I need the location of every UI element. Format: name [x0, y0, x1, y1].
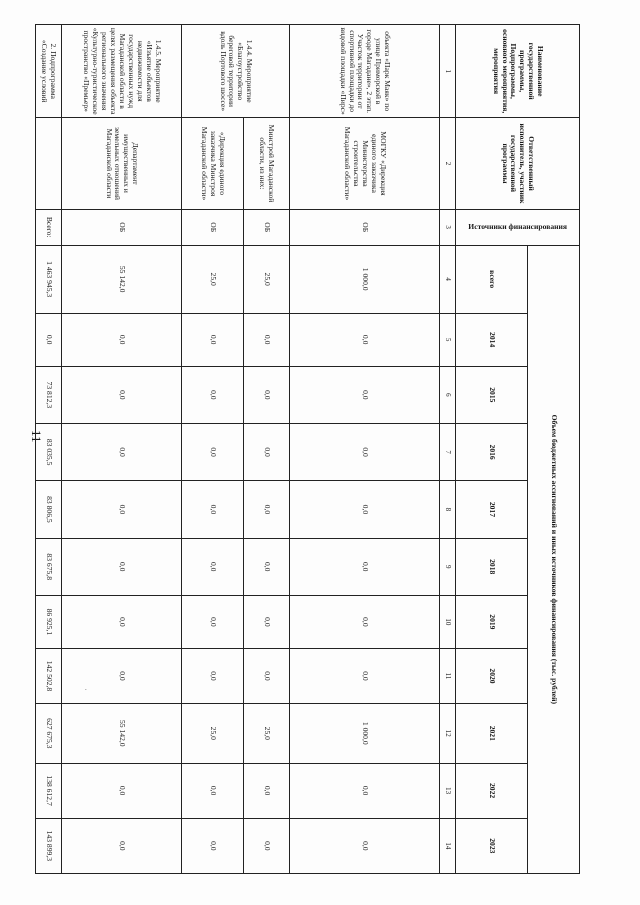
header-funding: Объем бюджетных ассигнований и иных источников финансирования (тыс. рублей) [528, 245, 580, 873]
row-value-2014: 0,0 [290, 313, 440, 366]
column-index: 6 [440, 366, 456, 423]
row-value-2018: 0,0 [244, 538, 290, 595]
row-value-2017: 0,0 [290, 481, 440, 538]
column-index: 9 [440, 538, 456, 595]
row-source: ОБ [290, 209, 440, 245]
column-index: 2 [440, 118, 456, 209]
row-executor: Департамент имущественных и земельных отношений Магаданской области [62, 118, 182, 209]
row-value-2019: 0,0 [182, 595, 244, 648]
row-name: объекта «Парк Маяк» по улице Приморской в городе Магадане», 2 этап. Участок территории от спортивной площадки до видовой площадки «Пирс» [290, 25, 440, 118]
scan-mark: . [85, 684, 87, 692]
row-value-2020: 0,0 [62, 648, 182, 703]
row-value-2016: 0,0 [290, 423, 440, 480]
row-total: 1 000,0 [290, 245, 440, 313]
header-year-2021: 2021 [456, 704, 528, 763]
row-value-2014: 0,0 [36, 313, 62, 366]
column-index: 13 [440, 763, 456, 818]
header-year-2022: 2022 [456, 763, 528, 818]
row-value-2017: 83 806,5 [36, 481, 62, 538]
row-executor: «Дирекция единого заказчика Минстроя Магаданской области» [182, 118, 244, 209]
row-value-2021: 25,0 [182, 704, 244, 763]
row-value-2018: 0,0 [290, 538, 440, 595]
row-value-2021: 55 142,0 [62, 704, 182, 763]
header-year-2016: 2016 [456, 423, 528, 480]
column-index: 4 [440, 245, 456, 313]
row-value-2020: 0,0 [244, 648, 290, 703]
table-row [290, 25, 440, 874]
column-index: 8 [440, 481, 456, 538]
column-index: 11 [440, 648, 456, 703]
row-total: 55 142,0 [62, 245, 182, 313]
column-index: 7 [440, 423, 456, 480]
funding-table [35, 24, 580, 874]
row-value-2017: 0,0 [182, 481, 244, 538]
row-value-2016: 83 035,5 [36, 423, 62, 480]
header-year-2018: 2018 [456, 538, 528, 595]
row-source: Всего: [36, 209, 62, 245]
row-value-2017: 0,0 [244, 481, 290, 538]
row-value-2018: 0,0 [182, 538, 244, 595]
row-value-2019: 0,0 [290, 595, 440, 648]
row-executor: Минстрой Магаданской области, из них: [244, 118, 290, 209]
header-executor: Ответственный исполнитель, участник государственной программы [456, 118, 580, 209]
row-value-2023: 0,0 [62, 818, 182, 873]
row-value-2018: 0,0 [62, 538, 182, 595]
table-body [36, 25, 456, 874]
column-index: 5 [440, 313, 456, 366]
row-value-2015: 0,0 [244, 366, 290, 423]
row-value-2020: 0,0 [290, 648, 440, 703]
row-value-2022: 0,0 [182, 763, 244, 818]
row-executor: МОГКУ «Дирекция единого заказчика Министерства строительства Магаданской области» [290, 118, 440, 209]
row-value-2022: 0,0 [290, 763, 440, 818]
row-value-2014: 0,0 [62, 313, 182, 366]
row-value-2020: 0,0 [182, 648, 244, 703]
table-row [36, 25, 62, 874]
row-value-2016: 0,0 [62, 423, 182, 480]
table-row [244, 25, 290, 874]
row-value-2019: 0,0 [244, 595, 290, 648]
rotated-table-stage [40, 24, 580, 874]
header-name: Наименование государственной программы, Подпрограммы, основного мероприятия, мероприятия [456, 25, 580, 118]
header-year-2015: 2015 [456, 366, 528, 423]
row-total: 1 463 945,3 [36, 245, 62, 313]
header-year-2019: 2019 [456, 595, 528, 648]
header-year-2020: 2020 [456, 648, 528, 703]
row-total: 25,0 [182, 245, 244, 313]
row-value-2017: 0,0 [62, 481, 182, 538]
column-index: 12 [440, 704, 456, 763]
row-value-2014: 0,0 [182, 313, 244, 366]
row-value-2019: 86 925,1 [36, 595, 62, 648]
row-value-2023: 143 899,3 [36, 818, 62, 873]
column-index: 14 [440, 818, 456, 873]
page-number: 11 [29, 430, 44, 443]
column-index: 10 [440, 595, 456, 648]
column-index-row [440, 25, 456, 874]
column-index: 1 [440, 25, 456, 118]
row-value-2020: 142 502,8 [36, 648, 62, 703]
row-value-2021: 627 675,3 [36, 704, 62, 763]
row-name: 2. Подпрограмма «Создание условий [36, 25, 62, 118]
row-value-2023: 0,0 [244, 818, 290, 873]
header-year-2014: 2014 [456, 313, 528, 366]
row-value-2021: 1 000,0 [290, 704, 440, 763]
row-value-2015: 73 812,3 [36, 366, 62, 423]
row-value-2022: 0,0 [62, 763, 182, 818]
header-year-2017: 2017 [456, 481, 528, 538]
header-source-cell [456, 209, 580, 245]
row-executor [36, 118, 62, 209]
row-value-2023: 0,0 [290, 818, 440, 873]
row-source: ОБ [244, 209, 290, 245]
row-name: 1.4.5. Мероприятие «Изъятие объектов недвижимости для государственных нужд Магаданской области в целях размещения объекта регионального значения «Культурно-туристическое пространство «Премьер» [62, 25, 182, 118]
column-index: 3 [440, 209, 456, 245]
row-value-2016: 0,0 [244, 423, 290, 480]
table-row [62, 25, 182, 874]
row-value-2015: 0,0 [62, 366, 182, 423]
row-total: 25,0 [244, 245, 290, 313]
row-source: ОБ [182, 209, 244, 245]
header-total: всего [456, 245, 528, 313]
row-value-2018: 83 675,8 [36, 538, 62, 595]
row-name: 1.4.4. Мероприятие «Благоустройство береговой территории вдоль Портового шоссе» [182, 25, 290, 118]
row-value-2015: 0,0 [290, 366, 440, 423]
row-value-2019: 0,0 [62, 595, 182, 648]
row-value-2014: 0,0 [244, 313, 290, 366]
header-source: Источники финансирования [468, 222, 567, 231]
row-value-2021: 25,0 [244, 704, 290, 763]
header-year-2023: 2023 [456, 818, 528, 873]
row-source: ОБ [62, 209, 182, 245]
table-row [182, 25, 244, 874]
row-value-2022: 0,0 [244, 763, 290, 818]
row-value-2023: 0,0 [182, 818, 244, 873]
row-value-2015: 0,0 [182, 366, 244, 423]
row-value-2022: 138 612,7 [36, 763, 62, 818]
row-value-2016: 0,0 [182, 423, 244, 480]
